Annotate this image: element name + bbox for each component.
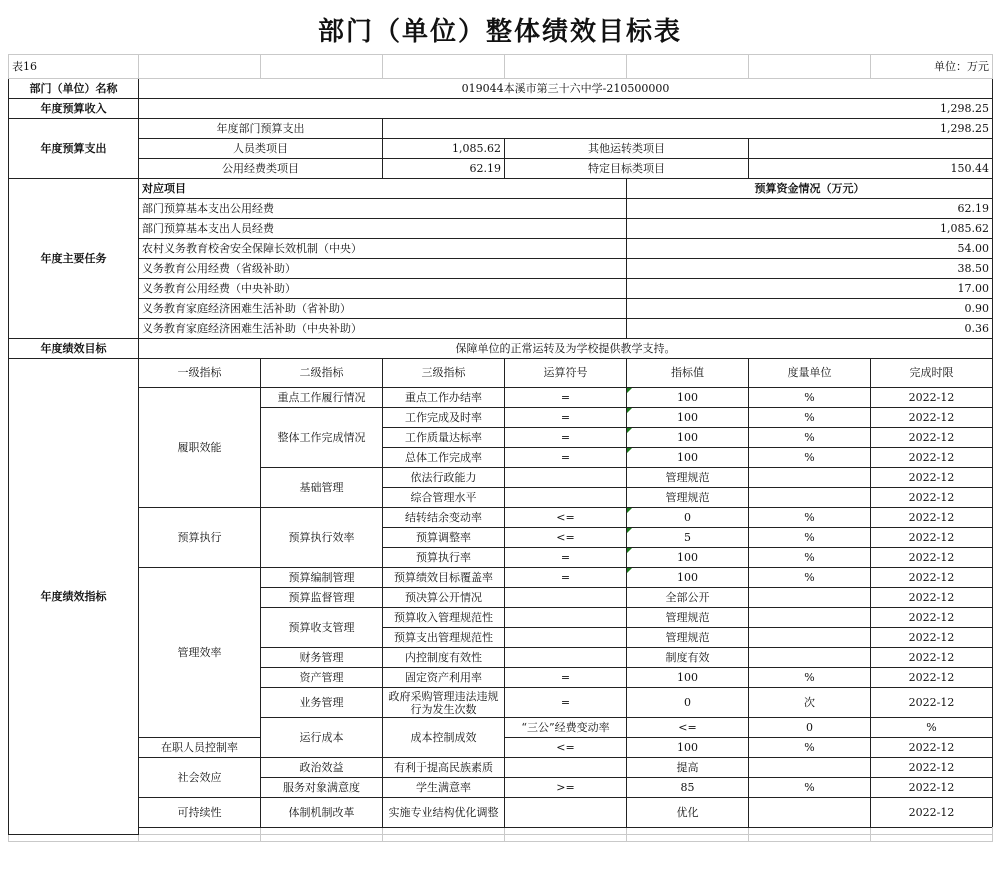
task-amount: 54.00	[627, 239, 993, 259]
l2-indicator: 预算收支管理	[261, 608, 383, 648]
l2-indicator: 重点工作履行情况	[261, 388, 383, 408]
expense-label: 年度预算支出	[9, 119, 139, 179]
operator: =	[505, 548, 627, 568]
deadline: 2022-12	[871, 588, 993, 608]
operator	[505, 488, 627, 508]
indicator-value: 0	[627, 508, 749, 528]
l2-indicator: 预算执行效率	[261, 508, 383, 568]
measure-unit: %	[749, 548, 871, 568]
ind-header: 指标值	[627, 359, 749, 388]
deadline: 2022-12	[871, 428, 993, 448]
task-name: 义务教育家庭经济困难生活补助（中央补助）	[139, 319, 627, 339]
dept-expense-value: 1,298.25	[383, 119, 993, 139]
indicator-value: 0	[627, 688, 749, 718]
indicator-value: 全部公开	[627, 588, 749, 608]
l2-indicator: 体制机制改革	[261, 798, 383, 828]
ind-header: 三级指标	[383, 359, 505, 388]
measure-unit: %	[749, 508, 871, 528]
l2-indicator: 整体工作完成情况	[261, 408, 383, 468]
measure-unit	[749, 758, 871, 778]
operator	[505, 468, 627, 488]
tasks-header-amount: 预算资金情况（万元）	[627, 179, 993, 199]
deadline: 2022-12	[871, 798, 993, 828]
indicator-value: 管理规范	[627, 488, 749, 508]
tasks-label: 年度主要任务	[9, 179, 139, 339]
deadline: 2022-12	[871, 668, 993, 688]
l3-indicator: 在职人员控制率	[139, 738, 261, 758]
deadline: 2022-12	[871, 528, 993, 548]
measure-unit	[749, 468, 871, 488]
measure-unit: %	[749, 568, 871, 588]
l3-indicator: 固定资产利用率	[383, 668, 505, 688]
measure-unit: %	[749, 448, 871, 468]
deadline: 2022-12	[871, 688, 993, 718]
indicator-value: 5	[627, 528, 749, 548]
l3-indicator: 综合管理水平	[383, 488, 505, 508]
indicator-value: 100	[627, 568, 749, 588]
task-amount: 38.50	[627, 259, 993, 279]
indicator-value: 管理规范	[627, 608, 749, 628]
public-label: 公用经费类项目	[139, 159, 383, 179]
deadline: 2022-12	[871, 448, 993, 468]
operator: =	[505, 568, 627, 588]
operator: <=	[505, 738, 627, 758]
l3-indicator: 预算绩效目标覆盖率	[383, 568, 505, 588]
other-value	[749, 139, 993, 159]
indicator-value: 100	[627, 428, 749, 448]
operator: =	[505, 448, 627, 468]
l2-indicator: 业务管理	[261, 688, 383, 718]
tasks-header-item: 对应项目	[139, 179, 627, 199]
l3-indicator: 政府采购管理违法违规行为发生次数	[383, 688, 505, 718]
ind-header: 度量单位	[749, 359, 871, 388]
measure-unit: %	[749, 408, 871, 428]
ind-header: 一级指标	[139, 359, 261, 388]
table-number: 表16	[9, 55, 139, 79]
operator: =	[505, 668, 627, 688]
personnel-value: 1,085.62	[383, 139, 505, 159]
measure-unit: %	[749, 778, 871, 798]
l3-indicator: 学生满意率	[383, 778, 505, 798]
l1-indicator: 管理效率	[139, 568, 261, 738]
goal-text: 保障单位的正常运转及为学校提供教学支持。	[139, 339, 993, 359]
task-amount: 62.19	[627, 199, 993, 219]
performance-table	[8, 54, 993, 842]
l3-indicator: 工作完成及时率	[383, 408, 505, 428]
task-name: 部门预算基本支出公用经费	[139, 199, 627, 219]
operator: =	[505, 428, 627, 448]
indicator-value: 0	[749, 718, 871, 738]
other-label: 其他运转类项目	[505, 139, 749, 159]
l1-indicator: 运行成本	[261, 718, 383, 758]
indicator-value: 优化	[627, 798, 749, 828]
measure-unit: %	[749, 388, 871, 408]
task-amount: 17.00	[627, 279, 993, 299]
operator: >=	[505, 778, 627, 798]
task-name: 义务教育公用经费（省级补助）	[139, 259, 627, 279]
operator	[505, 588, 627, 608]
deadline: 2022-12	[871, 388, 993, 408]
deadline: 2022-12	[871, 568, 993, 588]
task-name: 义务教育家庭经济困难生活补助（省补助）	[139, 299, 627, 319]
l1-indicator: 社会效应	[139, 758, 261, 798]
l2-indicator: 成本控制成效	[383, 718, 505, 758]
public-value: 62.19	[383, 159, 505, 179]
l2-indicator: 资产管理	[261, 668, 383, 688]
measure-unit	[749, 798, 871, 828]
indicator-value: 100	[627, 738, 749, 758]
deadline: 2022-12	[871, 758, 993, 778]
task-amount: 0.36	[627, 319, 993, 339]
operator: =	[505, 388, 627, 408]
deadline: 2022-12	[871, 608, 993, 628]
indicator-value: 85	[627, 778, 749, 798]
l3-indicator: 预算执行率	[383, 548, 505, 568]
deadline: 2022-12	[871, 468, 993, 488]
indicator-value: 100	[627, 448, 749, 468]
measure-unit	[749, 588, 871, 608]
indicators-label: 年度绩效指标	[9, 359, 139, 835]
task-name: 部门预算基本支出人员经费	[139, 219, 627, 239]
l3-indicator: 重点工作办结率	[383, 388, 505, 408]
income-value: 1,298.25	[139, 99, 993, 119]
indicator-value: 100	[627, 668, 749, 688]
operator	[505, 758, 627, 778]
measure-unit	[749, 608, 871, 628]
l2-indicator: 预算编制管理	[261, 568, 383, 588]
indicator-value: 管理规范	[627, 468, 749, 488]
l2-indicator: 预算监督管理	[261, 588, 383, 608]
operator	[505, 798, 627, 828]
indicator-value: 100	[627, 388, 749, 408]
task-name: 义务教育公用经费（中央补助）	[139, 279, 627, 299]
dept-name-label: 部门（单位）名称	[9, 79, 139, 99]
dept-name: 019044本溪市第三十六中学-210500000	[139, 79, 993, 99]
measure-unit	[749, 648, 871, 668]
deadline: 2022-12	[871, 408, 993, 428]
measure-unit: %	[871, 718, 993, 738]
l2-indicator: 基础管理	[261, 468, 383, 508]
measure-unit: 次	[749, 688, 871, 718]
deadline: 2022-12	[871, 738, 993, 758]
indicator-value: 100	[627, 408, 749, 428]
l2-indicator: 政治效益	[261, 758, 383, 778]
operator	[505, 648, 627, 668]
dept-expense-label: 年度部门预算支出	[139, 119, 383, 139]
measure-unit: %	[749, 738, 871, 758]
ind-header: 运算符号	[505, 359, 627, 388]
deadline: 2022-12	[871, 548, 993, 568]
l3-indicator: 预算调整率	[383, 528, 505, 548]
operator	[505, 628, 627, 648]
indicator-value: 制度有效	[627, 648, 749, 668]
deadline: 2022-12	[871, 508, 993, 528]
ind-header: 完成时限	[871, 359, 993, 388]
l3-indicator: 预算支出管理规范性	[383, 628, 505, 648]
l3-indicator: “三公”经费变动率	[505, 718, 627, 738]
l3-indicator: 工作质量达标率	[383, 428, 505, 448]
indicator-value: 管理规范	[627, 628, 749, 648]
measure-unit	[749, 488, 871, 508]
l3-indicator: 实施专业结构优化调整	[383, 798, 505, 828]
deadline: 2022-12	[871, 648, 993, 668]
page-title: 部门（单位）整体绩效目标表	[317, 16, 682, 47]
personnel-label: 人员类项目	[139, 139, 383, 159]
task-amount: 1,085.62	[627, 219, 993, 239]
income-label: 年度预算收入	[9, 99, 139, 119]
ind-header: 二级指标	[261, 359, 383, 388]
measure-unit	[749, 628, 871, 648]
measure-unit: %	[749, 668, 871, 688]
indicator-value: 提高	[627, 758, 749, 778]
task-amount: 0.90	[627, 299, 993, 319]
deadline: 2022-12	[871, 488, 993, 508]
l2-indicator: 财务管理	[261, 648, 383, 668]
deadline: 2022-12	[871, 628, 993, 648]
operator: =	[505, 408, 627, 428]
unit-label: 单位：万元	[871, 55, 993, 79]
l2-indicator: 服务对象满意度	[261, 778, 383, 798]
measure-unit: %	[749, 428, 871, 448]
l3-indicator: 有利于提高民族素质	[383, 758, 505, 778]
l1-indicator: 履职效能	[139, 388, 261, 508]
operator: <=	[627, 718, 749, 738]
l3-indicator: 依法行政能力	[383, 468, 505, 488]
measure-unit: %	[749, 528, 871, 548]
task-name: 农村义务教育校舍安全保障长效机制（中央）	[139, 239, 627, 259]
deadline: 2022-12	[871, 778, 993, 798]
operator	[505, 608, 627, 628]
l3-indicator: 预算收入管理规范性	[383, 608, 505, 628]
specific-label: 特定目标类项目	[505, 159, 749, 179]
operator: <=	[505, 528, 627, 548]
goal-label: 年度绩效目标	[9, 339, 139, 359]
l3-indicator: 总体工作完成率	[383, 448, 505, 468]
operator: <=	[505, 508, 627, 528]
l3-indicator: 内控制度有效性	[383, 648, 505, 668]
l1-indicator: 可持续性	[139, 798, 261, 828]
specific-value: 150.44	[749, 159, 993, 179]
l1-indicator: 预算执行	[139, 508, 261, 568]
l3-indicator: 结转结余变动率	[383, 508, 505, 528]
indicator-value: 100	[627, 548, 749, 568]
l3-indicator: 预决算公开情况	[383, 588, 505, 608]
operator: =	[505, 688, 627, 718]
